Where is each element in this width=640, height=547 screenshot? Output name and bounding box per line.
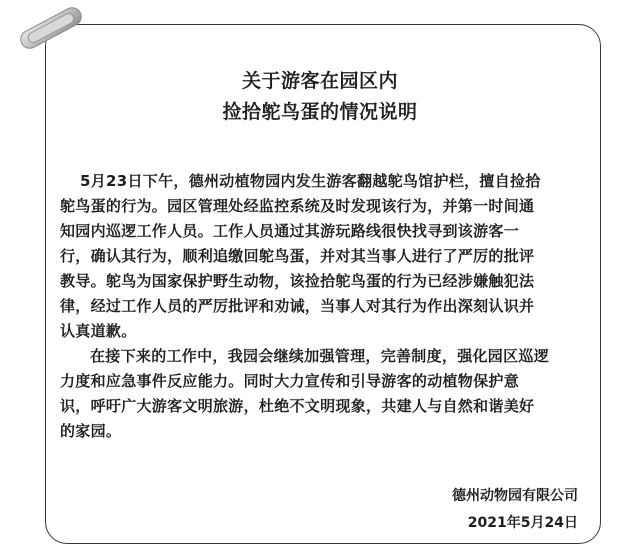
paperclip-icon xyxy=(6,2,96,54)
notice-title-line1: 关于游客在园区内 xyxy=(241,70,398,92)
body-line: 5月23日下午，德州动植物园内发生游客翻越鸵鸟馆护栏，擅自捡拾 xyxy=(80,172,541,190)
signature-organization: 德州动物园有限公司 xyxy=(452,488,578,504)
body-line: 识，呼吁广大游客文明旅游，杜绝不文明现象，共建人与自然和谐美好 xyxy=(60,397,535,415)
body-line: 的家园。 xyxy=(60,422,122,440)
body-line: 认真道歉。 xyxy=(60,322,137,340)
body-line: 律，经过工作人员的严厉批评和劝诫，当事人对其行为作出深刻认识并 xyxy=(60,297,535,315)
notice-body xyxy=(60,169,586,444)
signature-date: 2021年5月24日 xyxy=(467,515,578,531)
body-line: 行，确认其行为，顺利追缴回鸵鸟蛋，并对其当事人进行了严厉的批评 xyxy=(60,247,535,265)
body-line: 教导。鸵鸟为国家保护野生动物，该捡拾鸵鸟蛋的行为已经涉嫌触犯法 xyxy=(60,272,535,290)
notice-title-line2: 捡拾鸵鸟蛋的情况说明 xyxy=(222,101,418,123)
body-line: 知园内巡逻工作人员。工作人员通过其游玩路线很快找寻到该游客一 xyxy=(60,222,520,240)
body-line: 力度和应急事件反应能力。同时大力宣传和引导游客的动植物保护意 xyxy=(60,372,520,390)
body-line: 在接下来的工作中，我园会继续加强管理，完善制度，强化园区巡逻 xyxy=(90,347,550,365)
body-line: 鸵鸟蛋的行为。园区管理处经监控系统及时发现该行为，并第一时间通 xyxy=(60,197,535,215)
